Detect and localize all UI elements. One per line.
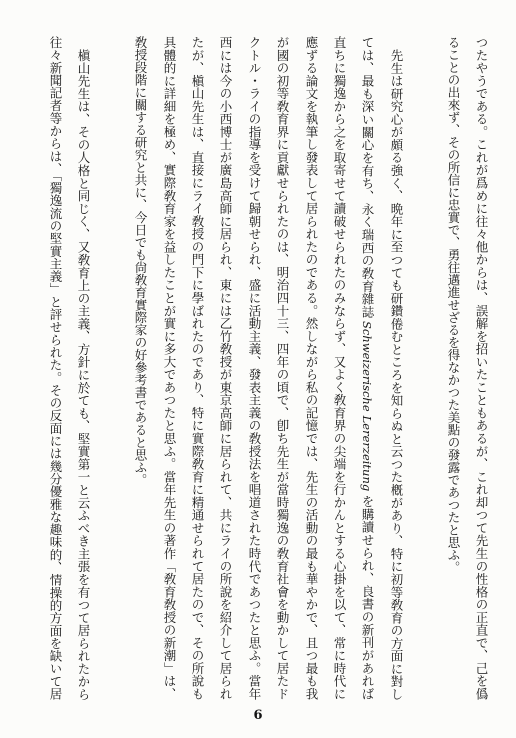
text-line: 應ずる論文を執筆し發表して居られたのである。然しながら私の記憶では、先生の活動の最も華やかで、且つ最も我 — [304, 36, 319, 700]
text-line: が國の初等敎育界に貢獻せられたのは、明治四十三、四年の頃で、卽ち先生が當時獨逸の敎育社會を動かして居たド — [275, 36, 290, 700]
text-line — [359, 36, 375, 700]
text-line: 敎授段階に關する研究と共に、今日でも尙敎育實際家の好參考書であると思ふ。 — [133, 36, 148, 486]
text-line: ることの出來ず、その所信に忠實で、勇往邁進せざるを得なかつた美點の發露であつたと思ふ。 — [446, 36, 461, 574]
foreign-title: Schweizerische Lererzeitung — [360, 321, 374, 492]
text-line: 直ちに獨逸から之を取寄せて讀破せられたのみならず、又よく敎育界の尖端を行かんとする心掛を以て、常に時代に — [332, 36, 347, 700]
text-line: 槇山先生は、その人格と同じく、又敎育上の主義、方針に於ても、堅實第一と云ふべき主張を有つて居られたから — [76, 48, 91, 700]
text-segment: を購讀せられ、良書の新刊があれば — [360, 494, 375, 700]
text-segment: ては、最も深い關心を有ち、永く瑞西の敎育雜誌 — [360, 36, 375, 319]
text-line: 西には今の小西博士が廣島高師に居られ、東には乙竹敎授が東京高師に居られて、共にライの所說を紹介して居られ — [218, 36, 233, 700]
text-line: 具體的に詳細を極め、實際敎育家を益したことが實に多大であつたと思ふ。當年先生の著作「敎育敎授の新潮」は、 — [162, 36, 177, 700]
text-line: クトル・ライの指導を受けて歸朝せられ、盛に活動主義、發表主義の敎授法を唱道された時代であつたと思ふ。當年 — [247, 36, 262, 700]
text-line: たが、槇山先生は、直接にライ敎授の門下に學ばれたのであり、特に實際敎育に精通せられて居たので、その所說も — [190, 36, 205, 700]
text-line: 往々新聞記者等からは、「獨逸流の堅實主義」と評せられた。その反面には幾分優雅な趣味的、情操的方面を缺いて居 — [48, 36, 63, 700]
page-number: 6 — [253, 708, 263, 723]
text-line: 先生は研究心が頗る強く、晩年に至つても研鑽倦むところを知らぬと云つた槪があり、特に初等敎育の方面に對し — [389, 48, 404, 700]
text-line: つたやうである。これが爲めに往々他からは、誤解を招いたこともあるが、これ却つて先生の性格の正直で、己を僞 — [474, 36, 489, 700]
